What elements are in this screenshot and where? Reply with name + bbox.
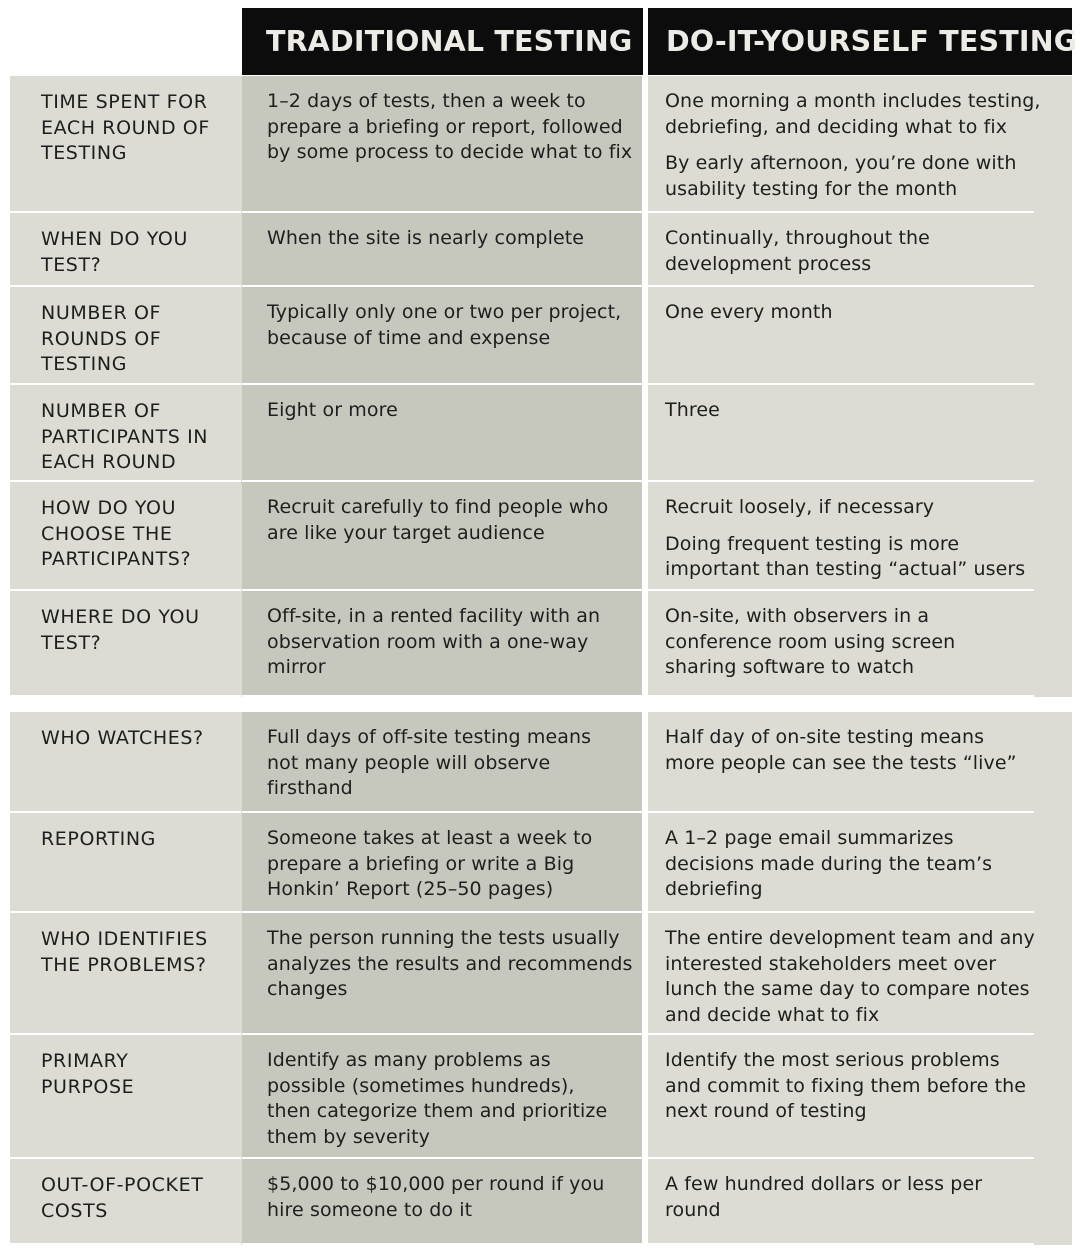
text-line: Three (665, 399, 720, 421)
paragraph (267, 89, 647, 166)
label-line: CHOOSE THE (41, 522, 173, 545)
label-line: EACH ROUND (41, 451, 177, 473)
label-line: HOW DO YOU (41, 497, 177, 519)
paragraph (665, 495, 1065, 521)
paragraph (665, 532, 1065, 583)
text-line: Identify as many problems as (267, 1049, 551, 1071)
row-label (41, 827, 236, 853)
traditional-cell (267, 1048, 647, 1150)
text-line: Recruit carefully to find people who (267, 496, 609, 518)
label-line: NUMBER OF (41, 302, 162, 324)
row-label (41, 399, 236, 476)
row-label (41, 90, 236, 167)
label-line: TESTING (41, 353, 128, 375)
paragraph (267, 226, 647, 252)
text-line: important than testing “actual” users (665, 558, 1026, 580)
text-line: The person running the tests usually (267, 927, 620, 949)
paragraph (665, 1048, 1065, 1125)
text-line: prepare a briefing or write a Big (267, 852, 575, 875)
text-line: by some process to decide what to fix (267, 141, 633, 163)
header-diy-testing: DO-IT-YOURSELF TESTING (648, 8, 1072, 75)
text-line: conference room using screen (665, 630, 956, 653)
text-line: Eight or more (267, 399, 398, 421)
paragraph (665, 1172, 1065, 1223)
text-line: One morning a month includes testing, (665, 90, 1041, 112)
text-line: Recruit loosely, if necessary (665, 496, 935, 518)
traditional-cell (267, 300, 647, 351)
text-line: A few hundred dollars or less per (665, 1173, 983, 1195)
label-line: NUMBER OF (41, 400, 162, 422)
paragraph (267, 495, 647, 546)
label-line: PRIMARY (41, 1050, 129, 1072)
paragraph (267, 398, 647, 424)
table-row-choose-participants (10, 482, 1072, 591)
text-line: interested stakeholders meet over (665, 952, 997, 975)
text-line: One every month (665, 301, 833, 323)
row-label (41, 927, 236, 978)
label-line: OUT-OF-POCKET (41, 1174, 204, 1196)
diy-cell (665, 826, 1065, 903)
paragraph (267, 926, 647, 1003)
diy-cell (665, 300, 1065, 326)
row-label (41, 301, 236, 378)
text-line: development process (665, 252, 872, 275)
table-row-rounds (10, 287, 1072, 385)
label-line: WHO IDENTIFIES (41, 928, 208, 950)
header-traditional-testing: TRADITIONAL TESTING (242, 8, 643, 75)
paragraph (665, 826, 1065, 903)
label-line: EACH ROUND OF (41, 116, 210, 139)
diy-cell (665, 926, 1065, 1028)
text-line: Someone takes at least a week to (267, 827, 593, 849)
text-line: 1–2 days of tests, then a week to (267, 90, 586, 112)
text-line: debriefing, and deciding what to fix (665, 115, 1008, 138)
paragraph (267, 1048, 647, 1150)
diy-cell (665, 89, 1065, 202)
text-line: and commit to fixing them before the (665, 1074, 1027, 1097)
label-line: COSTS (41, 1199, 108, 1222)
traditional-cell (267, 725, 647, 802)
table-row-participants (10, 385, 1072, 482)
text-line: On-site, with observers in a (665, 605, 930, 627)
text-line: hire someone to do it (267, 1198, 473, 1221)
table-row-costs (10, 1159, 1072, 1245)
text-line: Identify the most serious problems (665, 1049, 1000, 1071)
text-line: sharing software to watch (665, 656, 915, 678)
text-line: lunch the same day to compare notes (665, 978, 1030, 1000)
text-line: round (665, 1198, 721, 1221)
paragraph (665, 725, 1065, 776)
paragraph (665, 89, 1065, 140)
label-line: TESTING (41, 142, 128, 164)
text-line: them by severity (267, 1125, 430, 1148)
text-line: because of time and expense (267, 326, 551, 349)
comparison-table-part-2 (10, 712, 1072, 1245)
text-line: Full days of off-site testing means (267, 726, 592, 748)
text-line: next round of testing (665, 1100, 867, 1122)
traditional-cell (267, 495, 647, 546)
label-line: PURPOSE (41, 1075, 135, 1098)
label-line: THE PROBLEMS? (41, 953, 207, 976)
label-line: REPORTING (41, 828, 156, 850)
table-row-where-test (10, 591, 1072, 697)
paragraph (665, 151, 1065, 202)
traditional-cell (267, 826, 647, 903)
paragraph (267, 725, 647, 802)
table-row-primary-purpose (10, 1035, 1072, 1159)
diy-cell (665, 1172, 1065, 1223)
label-line: TEST? (41, 253, 102, 276)
diy-cell (665, 725, 1065, 776)
table-row-reporting (10, 813, 1072, 913)
diy-cell (665, 226, 1065, 277)
traditional-cell (267, 89, 647, 166)
label-line: TIME SPENT FOR (41, 91, 208, 113)
text-line: mirror (267, 656, 326, 678)
comparison-table-part-1 (10, 76, 1072, 697)
text-line: By early afternoon, you’re done with (665, 152, 1017, 174)
text-line: are like your target audience (267, 521, 545, 544)
text-line: Off-site, in a rented facility with an (267, 605, 601, 627)
row-label (41, 726, 236, 752)
text-line: analyzes the results and recommends (267, 952, 633, 975)
paragraph (267, 300, 647, 351)
text-line: Typically only one or two per project, (267, 301, 622, 323)
label-line: PARTICIPANTS? (41, 548, 192, 570)
text-line: observation room with a one-way (267, 630, 589, 653)
table-row-who-identifies (10, 913, 1072, 1035)
diy-cell (665, 398, 1065, 424)
row-label (41, 1173, 236, 1224)
traditional-cell (267, 1172, 647, 1223)
text-line: $5,000 to $10,000 per round if you (267, 1173, 605, 1195)
text-line: Doing frequent testing is more (665, 532, 960, 555)
label-line: TEST? (41, 631, 102, 654)
text-line: usability testing for the month (665, 177, 958, 200)
paragraph (665, 604, 1065, 681)
text-line: Continually, throughout the (665, 227, 930, 249)
text-line: and decide what to fix (665, 1003, 880, 1026)
paragraph (665, 926, 1065, 1028)
table-row-who-watches (10, 712, 1072, 813)
table-row-time-spent (10, 76, 1072, 213)
text-line: prepare a briefing or report, followed (267, 115, 623, 138)
text-line: changes (267, 978, 348, 1000)
paragraph (665, 226, 1065, 277)
text-line: Honkin’ Report (25–50 pages) (267, 878, 554, 900)
traditional-cell (267, 226, 647, 252)
text-line: A 1–2 page email summarizes (665, 827, 954, 849)
paragraph (665, 398, 1065, 424)
text-line: debriefing (665, 878, 763, 900)
table-gap (0, 697, 1080, 712)
text-line: possible (sometimes hundreds), (267, 1074, 575, 1097)
paragraph (267, 604, 647, 681)
text-line: decisions made during the team’s (665, 852, 993, 875)
paragraph (267, 1172, 647, 1223)
diy-cell (665, 1048, 1065, 1125)
text-line: more people can see the tests “live” (665, 751, 1017, 774)
row-label (41, 605, 236, 656)
label-line: PARTICIPANTS IN (41, 425, 209, 448)
paragraph (665, 300, 1065, 326)
label-line: WHEN DO YOU (41, 228, 188, 250)
row-label (41, 496, 236, 573)
diy-cell (665, 495, 1065, 583)
text-line: firsthand (267, 777, 353, 799)
label-line: WHERE DO YOU (41, 606, 200, 628)
row-label (41, 227, 236, 278)
diy-cell (665, 604, 1065, 681)
text-line: Half day of on-site testing means (665, 726, 985, 748)
traditional-cell (267, 398, 647, 424)
text-line: The entire development team and any (665, 927, 1035, 949)
text-line: not many people will observe (267, 751, 551, 774)
text-line: When the site is nearly complete (267, 227, 585, 249)
paragraph (267, 826, 647, 903)
table-row-when-test (10, 213, 1072, 287)
label-line: ROUNDS OF (41, 327, 162, 350)
text-line: then categorize them and prioritize (267, 1100, 608, 1122)
label-line: WHO WATCHES? (41, 727, 204, 749)
traditional-cell (267, 926, 647, 1003)
traditional-cell (267, 604, 647, 681)
row-label (41, 1049, 236, 1100)
